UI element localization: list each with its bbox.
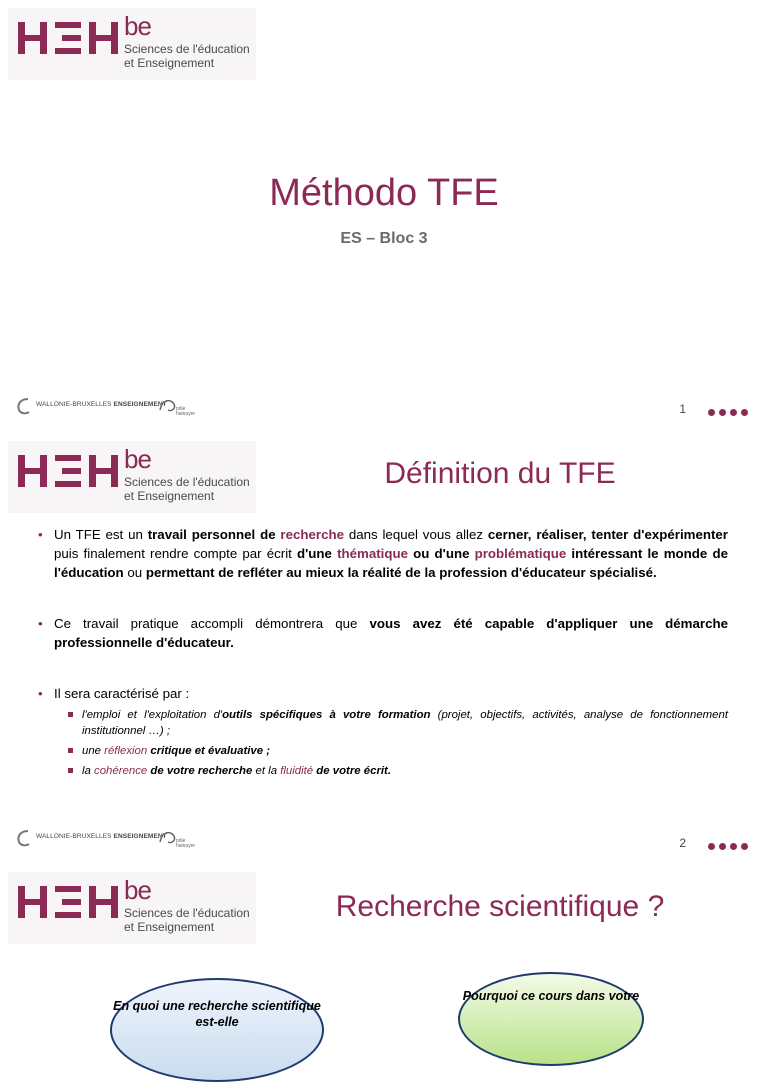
heh-logo-mark	[18, 20, 122, 64]
text-run: permettant de refléter au mieux la réalité de la profession d'éducateur spécialisé.	[145, 565, 657, 580]
slide-1-subtitle: ES – Bloc 3	[340, 230, 428, 247]
text-run: thématique	[337, 546, 409, 561]
text-run: puis finalement rendre compte par écrit	[54, 546, 297, 561]
slide-3	[0, 866, 768, 1029]
progress-dot	[730, 843, 737, 850]
svg-text:pôle: pôle	[176, 406, 186, 412]
progress-dot	[730, 409, 737, 416]
slide-1	[0, 0, 768, 432]
logo-sub-line2: et Enseignement	[124, 920, 215, 934]
wb-swirl-icon	[14, 396, 34, 416]
text-run: une	[82, 745, 105, 757]
progress-dot	[708, 843, 715, 850]
sub-bullet-reflection	[38, 743, 728, 759]
page-number: 1	[679, 402, 686, 416]
logo-sub-line1: Sciences de l'éducation	[124, 906, 250, 920]
bubble-left-text: En quoi une recherche scientifique est-elle	[113, 999, 321, 1029]
text-run: Un TFE est un	[54, 527, 148, 542]
text-run: cerner, réaliser, tenter d'expérimenter	[487, 527, 728, 542]
progress-dots	[704, 403, 748, 421]
page-number: 2	[679, 836, 686, 850]
bullet-characteristics	[38, 684, 728, 779]
text-run: cohérence	[94, 765, 148, 777]
footer-org-name: WALLONIE-BRUXELLES	[36, 401, 112, 408]
logo-be: be	[124, 444, 151, 474]
text-run: critique et évaluative ;	[147, 745, 271, 757]
text-run: ou d'une	[408, 546, 475, 561]
text-run: d'une	[297, 546, 338, 561]
sub-bullet-coherence	[38, 763, 728, 779]
text-run: fluidité	[280, 765, 314, 777]
pole-hainuyer-icon	[156, 828, 196, 849]
logo-subtitle	[124, 475, 250, 503]
heh-logo-mark	[18, 453, 122, 497]
bullet-practical-work	[38, 614, 728, 652]
question-bubble-left	[110, 978, 324, 1082]
text-run: (projet, objectifs, activités, analyse de fonctionnement institutionnel …) ;	[82, 709, 728, 737]
sub-bullet-tools	[38, 707, 728, 739]
text-run: l'emploi et l'exploitation d'	[82, 709, 223, 721]
logo-sub-line1: Sciences de l'éducation	[124, 475, 250, 489]
logo-subtitle	[124, 42, 250, 70]
text-run: ou	[123, 565, 146, 580]
heh-logo	[8, 8, 256, 80]
text-run: et la	[252, 765, 281, 777]
logo-sub-line1: Sciences de l'éducation	[124, 42, 250, 56]
logo-be: be	[124, 11, 151, 41]
footer-org-name: WALLONIE-BRUXELLES	[36, 833, 112, 840]
slide-2-body	[38, 525, 728, 779]
bubble-right-text: Pourquoi ce cours dans votre	[462, 989, 640, 1003]
slide-2	[0, 433, 768, 865]
text-run: recherche	[280, 527, 344, 542]
text-run: Ce travail pratique accompli démontrera que	[54, 616, 370, 631]
footer-org-bold: ENSEIGNEMENT	[113, 833, 167, 840]
text-run: intéressant le monde de l'éducation	[54, 546, 728, 580]
text-run: de votre écrit.	[313, 765, 392, 777]
bullet-definition	[38, 525, 728, 582]
footer-logo	[14, 396, 194, 416]
svg-text:pôle: pôle	[176, 838, 186, 844]
heh-logo	[8, 441, 256, 513]
slide-3-title: Recherche scientifique ?	[335, 890, 665, 923]
progress-dot	[719, 843, 726, 850]
wb-swirl-icon	[14, 828, 34, 848]
question-bubble-right	[458, 972, 644, 1066]
footer-org-bold: ENSEIGNEMENT	[113, 401, 167, 408]
slide-1-title: Méthodo TFE	[269, 172, 499, 214]
text-run: dans lequel vous allez	[344, 527, 488, 542]
pole-hainuyer-icon	[156, 396, 196, 417]
text-run: Il sera caractérisé par :	[54, 686, 190, 701]
progress-dot	[741, 843, 748, 850]
footer-logo	[14, 828, 194, 848]
logo-sub-line2: et Enseignement	[124, 56, 215, 70]
logo-be: be	[124, 875, 151, 905]
progress-dot	[741, 409, 748, 416]
text-run: travail personnel de	[147, 527, 281, 542]
progress-dots	[704, 837, 748, 855]
text-run: problématique	[474, 546, 567, 561]
progress-dot	[719, 409, 726, 416]
heh-logo	[8, 872, 256, 944]
logo-subtitle	[124, 906, 250, 934]
text-run: la	[82, 765, 95, 777]
heh-logo-mark	[18, 884, 122, 928]
text-run: réflexion	[104, 745, 148, 757]
text-run: outils spécifiques à votre formation	[222, 709, 431, 721]
logo-sub-line2: et Enseignement	[124, 489, 215, 503]
svg-text:hainuyer: hainuyer	[176, 843, 196, 849]
svg-text:hainuyer: hainuyer	[176, 411, 196, 417]
text-run: vous avez été capable d'appliquer une démarche professionnelle d'éducateur.	[54, 616, 728, 650]
slide-2-title: Définition du TFE	[384, 457, 616, 490]
progress-dot	[708, 409, 715, 416]
text-run: de votre recherche	[147, 765, 253, 777]
